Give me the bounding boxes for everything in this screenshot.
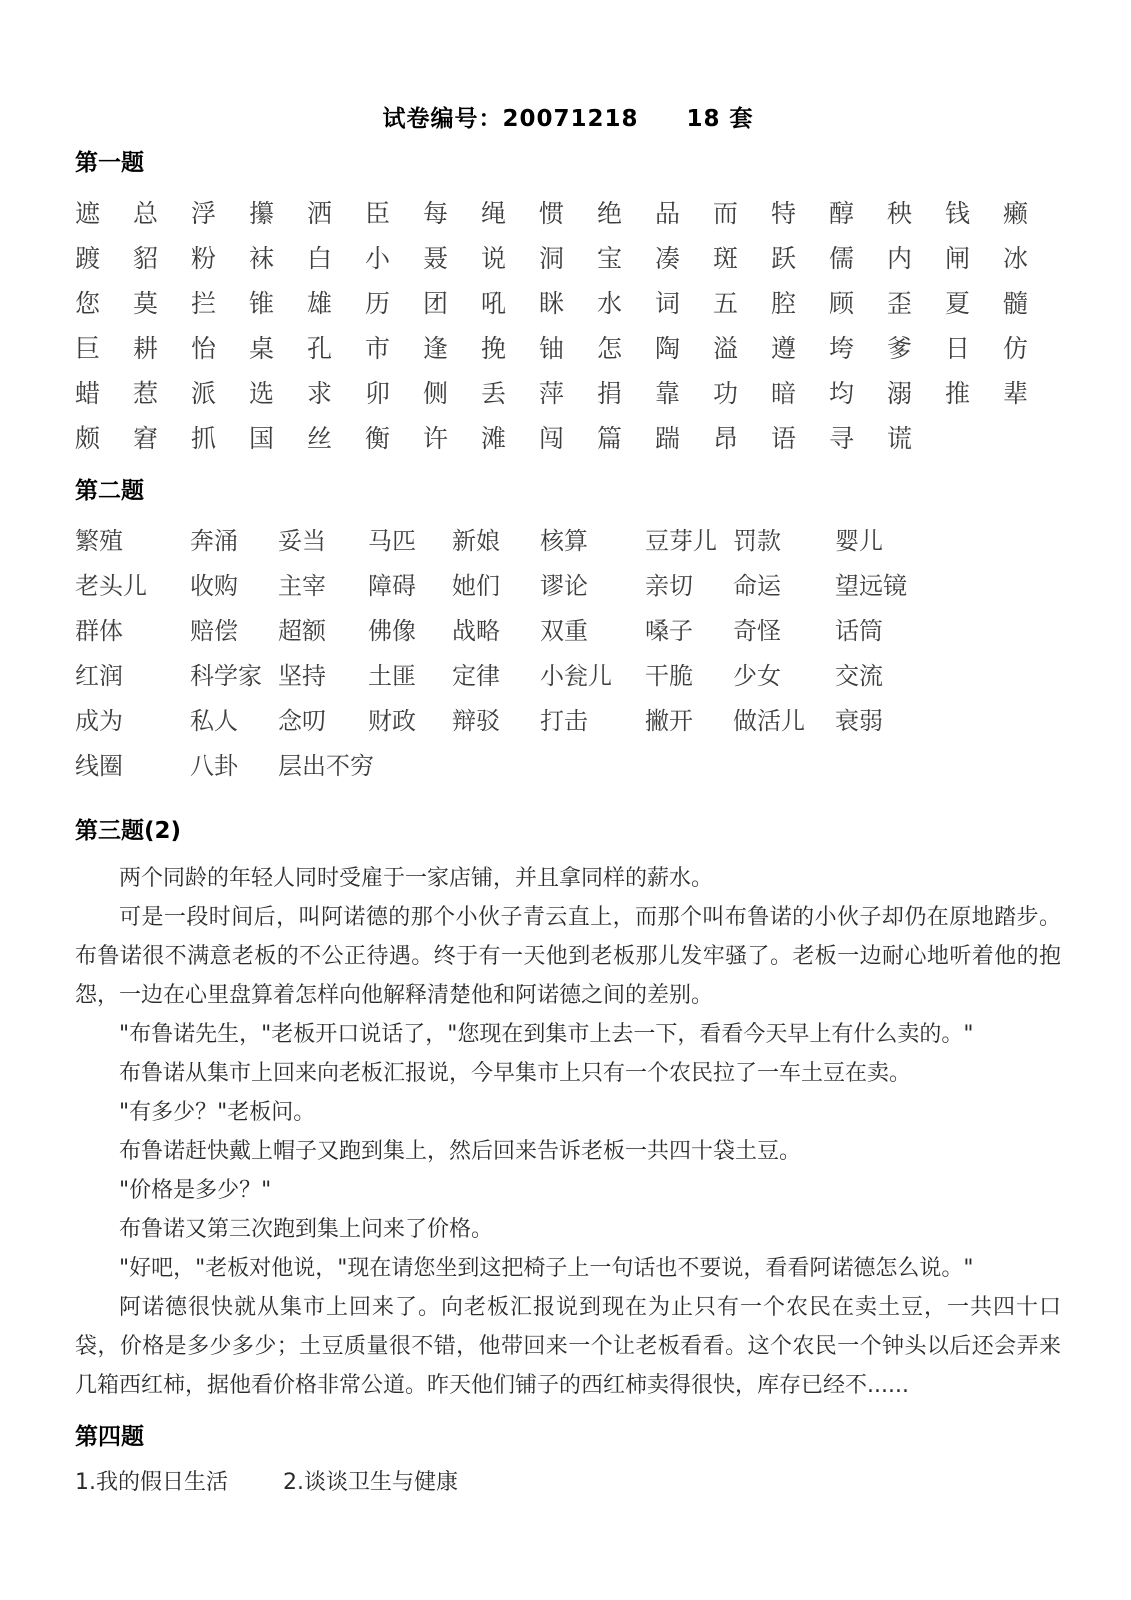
char-cell: 攥	[249, 199, 275, 228]
section3-heading: 第三题(2)	[75, 818, 182, 844]
story-paragraph: "好吧，"老板对他说，"现在请您坐到这把椅子上一句话也不要说，看看阿诺德怎么说。"	[119, 1256, 974, 1281]
word-cell: 辩驳	[452, 707, 500, 735]
word-cell: 奔涌	[190, 527, 238, 555]
word-row	[75, 654, 1061, 699]
char-cell: 踱	[75, 244, 101, 273]
char-cell: 逢	[423, 334, 449, 363]
section-4	[75, 1421, 1061, 1501]
section-2	[75, 475, 1061, 789]
char-cell: 醇	[829, 199, 855, 228]
char-cell: 卯	[365, 379, 391, 408]
word-cell: 亲切	[645, 572, 693, 600]
char-cell: 耕	[133, 334, 159, 363]
section-3	[75, 815, 1061, 1405]
word-cell: 妥当	[278, 527, 326, 555]
char-cell: 抓	[191, 424, 217, 453]
section2-heading: 第二题	[75, 478, 144, 504]
word-cell: 私人	[190, 707, 238, 735]
char-cell: 铀	[539, 334, 565, 363]
char-cell: 窘	[133, 424, 159, 453]
char-cell: 斑	[713, 244, 739, 273]
story-paragraph: "价格是多少？"	[119, 1178, 272, 1203]
char-cell: 衡	[365, 424, 391, 453]
word-cell: 嗓子	[645, 617, 693, 645]
char-cell: 谎	[887, 424, 913, 453]
section-1	[75, 147, 1061, 461]
char-cell: 宝	[597, 244, 623, 273]
char-cell: 蜡	[75, 379, 101, 408]
char-row	[75, 416, 1061, 461]
word-cell: 群体	[75, 617, 123, 645]
char-cell: 品	[655, 199, 681, 228]
char-row	[75, 371, 1061, 416]
char-cell: 拦	[191, 289, 217, 318]
topic-item: 2.谈谈卫生与健康	[283, 1470, 458, 1495]
char-row	[75, 281, 1061, 326]
char-cell: 陶	[655, 334, 681, 363]
char-cell: 锥	[249, 289, 275, 318]
topic-item: 1.我的假日生活	[75, 1470, 228, 1495]
char-cell: 特	[771, 199, 797, 228]
char-cell: 小	[365, 244, 391, 273]
char-cell: 五	[713, 289, 739, 318]
word-cell: 谬论	[540, 572, 588, 600]
char-cell: 怡	[191, 334, 217, 363]
word-cell: 衰弱	[835, 707, 883, 735]
char-cell: 词	[655, 289, 681, 318]
char-cell: 爹	[887, 334, 913, 363]
word-cell: 她们	[452, 572, 500, 600]
word-row	[75, 744, 1061, 789]
char-cell: 推	[945, 379, 971, 408]
char-cell: 髓	[1003, 289, 1029, 318]
char-row	[75, 326, 1061, 371]
char-cell: 巨	[75, 334, 101, 363]
char-cell: 选	[249, 379, 275, 408]
word-row	[75, 699, 1061, 744]
word-cell: 层出不穷	[278, 752, 374, 780]
char-cell: 语	[771, 424, 797, 453]
story-paragraph: 可是一段时间后，叫阿诺德的那个小伙子青云直上，而那个叫布鲁诺的小伙子却仍在原地踏步。布鲁诺很不满意老板的不公正待遇。终于有一天他到老板那儿发牢骚了。老板一边耐心地听着他的抱怨，一边在心里盘算着怎样向他解释清楚他和阿诺德之间的差别。	[75, 905, 1061, 1008]
section3-passage	[75, 859, 1061, 1405]
word-cell: 定律	[452, 662, 500, 690]
char-cell: 绝	[597, 199, 623, 228]
char-cell: 莫	[133, 289, 159, 318]
word-cell: 超额	[278, 617, 326, 645]
char-cell: 滩	[481, 424, 507, 453]
char-cell: 洒	[307, 199, 333, 228]
char-cell: 内	[887, 244, 913, 273]
char-cell: 惯	[539, 199, 565, 228]
story-paragraph: "有多少？"老板问。	[119, 1100, 316, 1125]
char-cell: 丢	[481, 379, 507, 408]
word-cell: 念叨	[278, 707, 326, 735]
word-cell: 赔偿	[190, 617, 238, 645]
char-cell: 夏	[945, 289, 971, 318]
word-cell: 婴儿	[835, 527, 883, 555]
char-cell: 貂	[133, 244, 159, 273]
word-cell: 双重	[540, 617, 588, 645]
char-cell: 冰	[1003, 244, 1029, 273]
word-cell: 马匹	[368, 527, 416, 555]
char-cell: 靠	[655, 379, 681, 408]
story-paragraph: 布鲁诺赶快戴上帽子又跑到集上，然后回来告诉老板一共四十袋土豆。	[119, 1139, 802, 1164]
char-cell: 您	[75, 289, 101, 318]
char-cell: 昂	[713, 424, 739, 453]
word-cell: 核算	[540, 527, 588, 555]
word-cell: 小瓮儿	[540, 662, 612, 690]
char-cell: 绳	[481, 199, 507, 228]
word-cell: 坚持	[278, 662, 326, 690]
char-cell: 遮	[75, 199, 101, 228]
char-cell: 派	[191, 379, 217, 408]
story-paragraph: 布鲁诺从集市上回来向老板汇报说，今早集市上只有一个农民拉了一车土豆在卖。	[119, 1061, 912, 1086]
char-cell: 歪	[887, 289, 913, 318]
char-cell: 挽	[481, 334, 507, 363]
word-cell: 成为	[75, 707, 123, 735]
char-cell: 踹	[655, 424, 681, 453]
char-row	[75, 191, 1061, 236]
char-cell: 均	[829, 379, 855, 408]
section4-topics	[75, 1465, 1061, 1501]
char-cell: 总	[133, 199, 159, 228]
char-cell: 粉	[191, 244, 217, 273]
char-cell: 浮	[191, 199, 217, 228]
char-cell: 说	[481, 244, 507, 273]
char-cell: 臣	[365, 199, 391, 228]
word-cell: 打击	[540, 707, 588, 735]
word-cell: 交流	[835, 662, 883, 690]
word-row	[75, 609, 1061, 654]
char-cell: 眯	[539, 289, 565, 318]
char-cell: 凑	[655, 244, 681, 273]
word-cell: 罚款	[733, 527, 781, 555]
char-cell: 团	[423, 289, 449, 318]
char-cell: 钱	[945, 199, 971, 228]
word-cell: 干脆	[645, 662, 693, 690]
word-cell: 财政	[368, 707, 416, 735]
char-cell: 洞	[539, 244, 565, 273]
word-cell: 科学家	[190, 662, 262, 690]
word-cell: 话筒	[835, 617, 883, 645]
word-cell: 战略	[452, 617, 500, 645]
word-cell: 豆芽儿	[645, 527, 717, 555]
char-cell: 丝	[307, 424, 333, 453]
char-cell: 垮	[829, 334, 855, 363]
word-cell: 佛像	[368, 617, 416, 645]
story-paragraph: 两个同龄的年轻人同时受雇于一家店铺，并且拿同样的薪水。	[119, 866, 714, 891]
char-cell: 侧	[423, 379, 449, 408]
char-cell: 求	[307, 379, 333, 408]
word-cell: 收购	[190, 572, 238, 600]
story-paragraph: 阿诺德很快就从集市上回来了。向老板汇报说到现在为止只有一个农民在卖土豆，一共四十口袋，价格是多少多少；土豆质量很不错，他带回来一个让老板看看。这个农民一个钟头以后还会弄来几箱西红柿，据他看价格非常公道。昨天他们铺子的西红柿卖得很快，库存已经不......	[75, 1295, 1061, 1398]
char-cell: 仿	[1003, 334, 1029, 363]
char-cell: 白	[307, 244, 333, 273]
word-cell: 红润	[75, 662, 123, 690]
word-cell: 障碍	[368, 572, 416, 600]
char-cell: 历	[365, 289, 391, 318]
char-cell: 溺	[887, 379, 913, 408]
char-cell: 萍	[539, 379, 565, 408]
char-cell: 市	[365, 334, 391, 363]
char-cell: 腔	[771, 289, 797, 318]
word-cell: 做活儿	[733, 707, 805, 735]
char-cell: 功	[713, 379, 739, 408]
char-cell: 闯	[539, 424, 565, 453]
char-cell: 溢	[713, 334, 739, 363]
section1-char-grid	[75, 191, 1061, 461]
section2-word-grid	[75, 519, 1061, 789]
char-cell: 每	[423, 199, 449, 228]
char-cell: 国	[249, 424, 275, 453]
char-cell: 闸	[945, 244, 971, 273]
word-cell: 八卦	[190, 752, 238, 780]
char-cell: 惹	[133, 379, 159, 408]
section4-heading: 第四题	[75, 1424, 144, 1450]
char-cell: 顾	[829, 289, 855, 318]
word-cell: 老头儿	[75, 572, 147, 600]
word-cell: 少女	[733, 662, 781, 690]
char-cell: 而	[713, 199, 739, 228]
word-cell: 撇开	[645, 707, 693, 735]
char-cell: 怎	[597, 334, 623, 363]
word-cell: 奇怪	[733, 617, 781, 645]
story-paragraph: "布鲁诺先生，"老板开口说话了，"您现在到集市上去一下，看看今天早上有什么卖的。"	[119, 1022, 974, 1047]
page-title: 试卷编号：20071218 18 套	[382, 106, 754, 132]
word-cell: 望远镜	[835, 572, 907, 600]
char-cell: 日	[945, 334, 971, 363]
char-cell: 袜	[249, 244, 275, 273]
char-cell: 吼	[481, 289, 507, 318]
char-cell: 水	[597, 289, 623, 318]
char-cell: 聂	[423, 244, 449, 273]
char-cell: 桌	[249, 334, 275, 363]
char-cell: 雄	[307, 289, 333, 318]
char-cell: 捐	[597, 379, 623, 408]
story-paragraph: 布鲁诺又第三次跑到集上问来了价格。	[119, 1217, 494, 1242]
section1-heading: 第一题	[75, 150, 144, 176]
char-cell: 暗	[771, 379, 797, 408]
char-cell: 辈	[1003, 379, 1029, 408]
word-cell: 新娘	[452, 527, 500, 555]
word-row	[75, 519, 1061, 564]
char-cell: 儒	[829, 244, 855, 273]
word-cell: 土匪	[368, 662, 416, 690]
word-cell: 线圈	[75, 752, 123, 780]
char-cell: 许	[423, 424, 449, 453]
word-cell: 繁殖	[75, 527, 123, 555]
char-cell: 遵	[771, 334, 797, 363]
char-row	[75, 236, 1061, 281]
char-cell: 颇	[75, 424, 101, 453]
char-cell: 癞	[1003, 199, 1029, 228]
char-cell: 寻	[829, 424, 855, 453]
char-cell: 跃	[771, 244, 797, 273]
char-cell: 孔	[307, 334, 333, 363]
char-cell: 篇	[597, 424, 623, 453]
word-cell: 命运	[733, 572, 781, 600]
word-cell: 主宰	[278, 572, 326, 600]
char-cell: 秧	[887, 199, 913, 228]
word-row	[75, 564, 1061, 609]
